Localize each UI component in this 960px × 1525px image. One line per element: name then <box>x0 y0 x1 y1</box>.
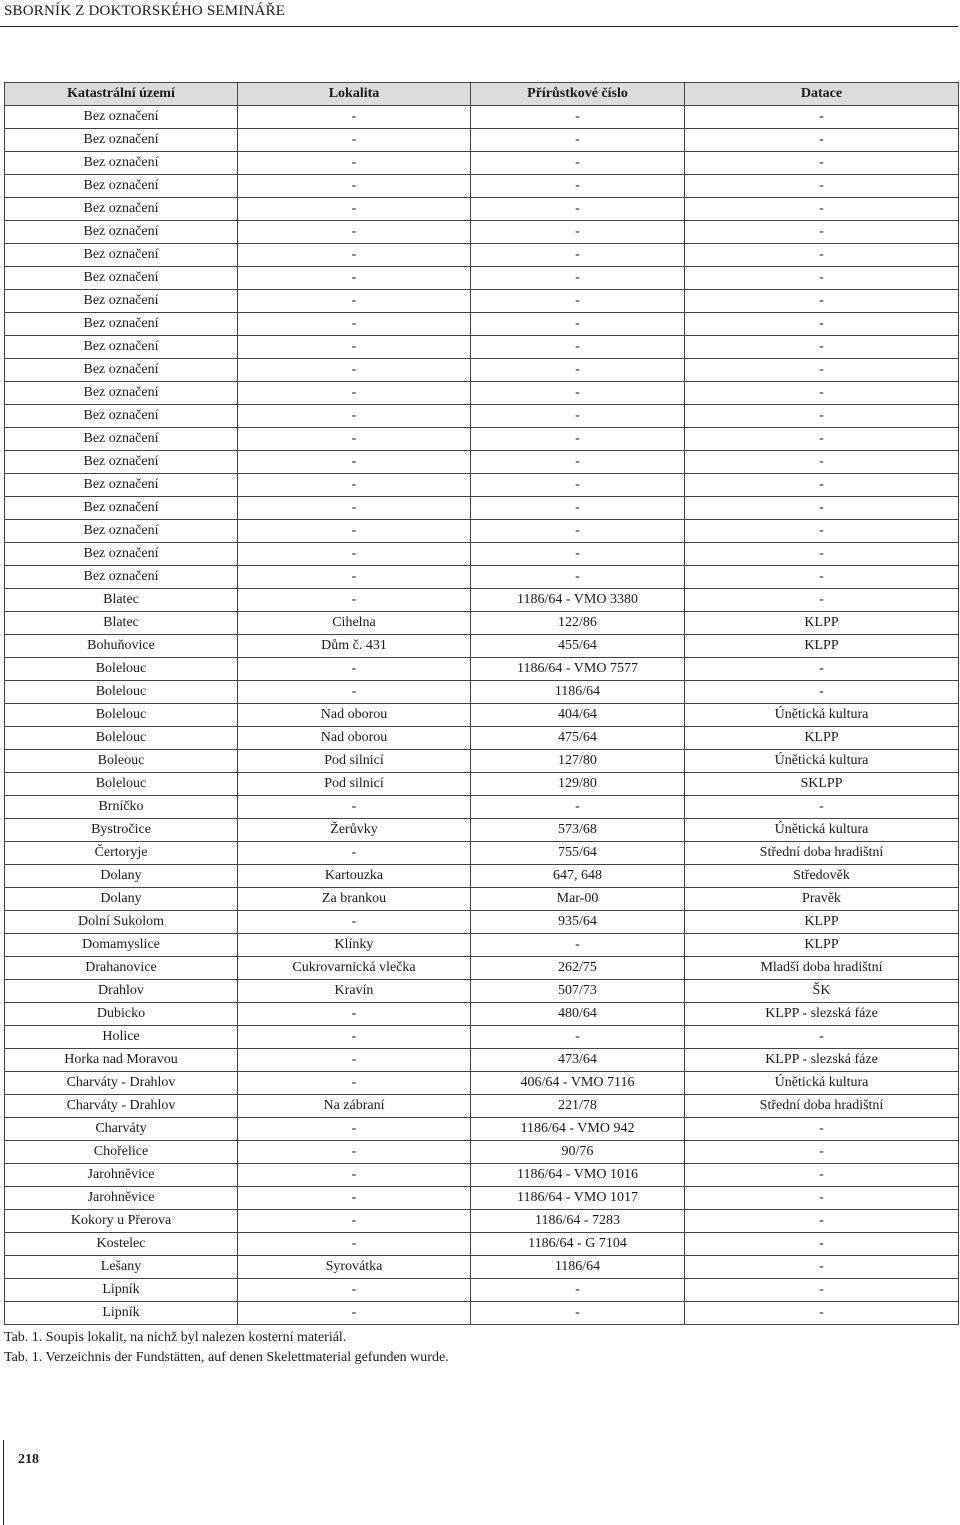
cell-datace: - <box>685 1118 959 1141</box>
table-row <box>5 658 959 681</box>
cell-prirustkove-cislo: 129/80 <box>471 773 685 796</box>
cell-datace: Střední doba hradištní <box>685 842 959 865</box>
cell-katastralni-uzemi: Bez označení <box>5 152 238 175</box>
table-row <box>5 1095 959 1118</box>
cell-prirustkove-cislo: 122/86 <box>471 612 685 635</box>
table-row <box>5 704 959 727</box>
cell-prirustkove-cislo: 647, 648 <box>471 865 685 888</box>
cell-prirustkove-cislo: 1186/64 - VMO 7577 <box>471 658 685 681</box>
cell-prirustkove-cislo: 1186/64 <box>471 681 685 704</box>
cell-prirustkove-cislo: - <box>471 428 685 451</box>
cell-lokalita: - <box>238 1164 471 1187</box>
cell-lokalita: - <box>238 474 471 497</box>
table-row <box>5 1256 959 1279</box>
cell-katastralni-uzemi: Chořelice <box>5 1141 238 1164</box>
table-caption-german: Tab. 1. Verzeichnis der Fundstätten, auf denen Skelettmaterial gefunden wurde. <box>4 1350 449 1365</box>
cell-datace: - <box>685 1210 959 1233</box>
table-row <box>5 589 959 612</box>
cell-katastralni-uzemi: Horka nad Moravou <box>5 1049 238 1072</box>
cell-datace: - <box>685 543 959 566</box>
cell-lokalita: - <box>238 1118 471 1141</box>
cell-prirustkove-cislo: - <box>471 405 685 428</box>
table-row <box>5 566 959 589</box>
cell-datace: ŠK <box>685 980 959 1003</box>
table-row <box>5 497 959 520</box>
cell-datace: - <box>685 313 959 336</box>
cell-katastralni-uzemi: Bez označení <box>5 244 238 267</box>
table-row <box>5 1210 959 1233</box>
cell-lokalita: - <box>238 658 471 681</box>
header-prirustkove-cislo: Přírůstkové číslo <box>471 83 685 106</box>
cell-katastralni-uzemi: Bez označení <box>5 290 238 313</box>
cell-datace: - <box>685 497 959 520</box>
cell-katastralni-uzemi: Dubicko <box>5 1003 238 1026</box>
cell-datace: KLPP <box>685 911 959 934</box>
cell-katastralni-uzemi: Dolany <box>5 888 238 911</box>
cell-katastralni-uzemi: Bez označení <box>5 359 238 382</box>
cell-lokalita: - <box>238 129 471 152</box>
cell-katastralni-uzemi: Bystročice <box>5 819 238 842</box>
table-row <box>5 267 959 290</box>
table-row <box>5 313 959 336</box>
cell-katastralni-uzemi: Blatec <box>5 612 238 635</box>
cell-katastralni-uzemi: Bolelouc <box>5 773 238 796</box>
cell-lokalita: Za brankou <box>238 888 471 911</box>
table-row <box>5 1049 959 1072</box>
cell-katastralni-uzemi: Jarohněvice <box>5 1164 238 1187</box>
cell-datace: - <box>685 589 959 612</box>
cell-lokalita: - <box>238 313 471 336</box>
cell-prirustkove-cislo: 90/76 <box>471 1141 685 1164</box>
cell-prirustkove-cislo: 127/80 <box>471 750 685 773</box>
cell-lokalita: - <box>238 428 471 451</box>
table-row <box>5 1141 959 1164</box>
cell-lokalita: - <box>238 497 471 520</box>
cell-katastralni-uzemi: Bez označení <box>5 566 238 589</box>
table-row <box>5 635 959 658</box>
table-row <box>5 1118 959 1141</box>
cell-katastralni-uzemi: Lipník <box>5 1302 238 1325</box>
cell-prirustkove-cislo: - <box>471 543 685 566</box>
table-row <box>5 796 959 819</box>
cell-katastralni-uzemi: Blatec <box>5 589 238 612</box>
cell-lokalita: - <box>238 152 471 175</box>
cell-datace: Pravěk <box>685 888 959 911</box>
cell-datace: - <box>685 1187 959 1210</box>
page-number: 218 <box>18 1452 39 1467</box>
cell-lokalita: - <box>238 198 471 221</box>
cell-datace: - <box>685 198 959 221</box>
cell-datace: - <box>685 336 959 359</box>
table-row <box>5 1003 959 1026</box>
table-row <box>5 520 959 543</box>
cell-katastralni-uzemi: Charváty <box>5 1118 238 1141</box>
cell-lokalita: Nad oborou <box>238 727 471 750</box>
cell-prirustkove-cislo: 221/78 <box>471 1095 685 1118</box>
cell-lokalita: Cihelna <box>238 612 471 635</box>
cell-katastralni-uzemi: Charváty - Drahlov <box>5 1072 238 1095</box>
cell-prirustkove-cislo: - <box>471 152 685 175</box>
cell-lokalita: Cukrovarnická vlečka <box>238 957 471 980</box>
cell-datace: - <box>685 1279 959 1302</box>
cell-prirustkove-cislo: 455/64 <box>471 635 685 658</box>
cell-katastralni-uzemi: Bolelouc <box>5 704 238 727</box>
cell-prirustkove-cislo: 480/64 <box>471 1003 685 1026</box>
cell-lokalita: - <box>238 1279 471 1302</box>
cell-prirustkove-cislo: 573/68 <box>471 819 685 842</box>
sites-table <box>4 82 959 1325</box>
table-row <box>5 1233 959 1256</box>
cell-datace: - <box>685 359 959 382</box>
cell-prirustkove-cislo: - <box>471 497 685 520</box>
cell-katastralni-uzemi: Bez označení <box>5 106 238 129</box>
table-row <box>5 543 959 566</box>
cell-datace: - <box>685 681 959 704</box>
table-row <box>5 474 959 497</box>
cell-lokalita: - <box>238 175 471 198</box>
cell-datace: - <box>685 1233 959 1256</box>
cell-datace: KLPP <box>685 635 959 658</box>
cell-datace: - <box>685 1256 959 1279</box>
cell-lokalita: - <box>238 1049 471 1072</box>
cell-datace: - <box>685 520 959 543</box>
cell-lokalita: - <box>238 221 471 244</box>
cell-lokalita: - <box>238 290 471 313</box>
cell-katastralni-uzemi: Bez označení <box>5 428 238 451</box>
cell-prirustkove-cislo: 406/64 - VMO 7116 <box>471 1072 685 1095</box>
cell-datace: - <box>685 221 959 244</box>
cell-katastralni-uzemi: Bez označení <box>5 451 238 474</box>
table-row <box>5 888 959 911</box>
table-row <box>5 612 959 635</box>
cell-katastralni-uzemi: Holice <box>5 1026 238 1049</box>
cell-datace: KLPP <box>685 727 959 750</box>
cell-datace: - <box>685 244 959 267</box>
cell-katastralni-uzemi: Bez označení <box>5 221 238 244</box>
cell-lokalita: Kravín <box>238 980 471 1003</box>
cell-prirustkove-cislo: 1186/64 <box>471 1256 685 1279</box>
cell-lokalita: Syrovátka <box>238 1256 471 1279</box>
cell-datace: Středověk <box>685 865 959 888</box>
cell-prirustkove-cislo: 1186/64 - VMO 3380 <box>471 589 685 612</box>
cell-prirustkove-cislo: 935/64 <box>471 911 685 934</box>
cell-prirustkove-cislo: - <box>471 267 685 290</box>
table-row <box>5 221 959 244</box>
cell-katastralni-uzemi: Bez označení <box>5 175 238 198</box>
table-header-row <box>5 83 959 106</box>
cell-lokalita: Dům č. 431 <box>238 635 471 658</box>
cell-prirustkove-cislo: - <box>471 198 685 221</box>
cell-prirustkove-cislo: - <box>471 1279 685 1302</box>
cell-prirustkove-cislo: 473/64 <box>471 1049 685 1072</box>
cell-prirustkove-cislo: 1186/64 - VMO 1017 <box>471 1187 685 1210</box>
cell-katastralni-uzemi: Bez označení <box>5 520 238 543</box>
cell-prirustkove-cislo: - <box>471 1302 685 1325</box>
table-row <box>5 934 959 957</box>
cell-katastralni-uzemi: Bohuňovice <box>5 635 238 658</box>
cell-katastralni-uzemi: Bez označení <box>5 405 238 428</box>
table-row <box>5 911 959 934</box>
cell-prirustkove-cislo: 262/75 <box>471 957 685 980</box>
cell-datace: Střední doba hradištní <box>685 1095 959 1118</box>
table-row <box>5 980 959 1003</box>
cell-katastralni-uzemi: Charváty - Drahlov <box>5 1095 238 1118</box>
cell-lokalita: Klínky <box>238 934 471 957</box>
header-katastralni-uzemi: Katastrální území <box>5 83 238 106</box>
cell-lokalita: - <box>238 1187 471 1210</box>
table-row <box>5 359 959 382</box>
cell-datace: - <box>685 106 959 129</box>
table-row <box>5 750 959 773</box>
cell-katastralni-uzemi: Bez označení <box>5 336 238 359</box>
cell-datace: - <box>685 658 959 681</box>
cell-lokalita: - <box>238 267 471 290</box>
header-rule <box>0 26 958 27</box>
cell-katastralni-uzemi: Drahanovice <box>5 957 238 980</box>
cell-datace: - <box>685 474 959 497</box>
cell-lokalita: - <box>238 681 471 704</box>
cell-prirustkove-cislo: Mar-00 <box>471 888 685 911</box>
cell-lokalita: - <box>238 796 471 819</box>
table-row <box>5 451 959 474</box>
cell-datace: SKLPP <box>685 773 959 796</box>
cell-lokalita: - <box>238 106 471 129</box>
cell-prirustkove-cislo: - <box>471 474 685 497</box>
cell-lokalita: - <box>238 842 471 865</box>
table-row <box>5 865 959 888</box>
cell-lokalita: - <box>238 1141 471 1164</box>
cell-datace: - <box>685 382 959 405</box>
cell-prirustkove-cislo: 507/73 <box>471 980 685 1003</box>
table-row <box>5 244 959 267</box>
table-row <box>5 106 959 129</box>
cell-lokalita: - <box>238 911 471 934</box>
cell-katastralni-uzemi: Kokory u Přerova <box>5 1210 238 1233</box>
cell-katastralni-uzemi: Bolelouc <box>5 727 238 750</box>
cell-datace: Únětická kultura <box>685 819 959 842</box>
cell-lokalita: Kartouzka <box>238 865 471 888</box>
cell-datace: Únětická kultura <box>685 704 959 727</box>
table-row <box>5 1279 959 1302</box>
header-lokalita: Lokalita <box>238 83 471 106</box>
cell-prirustkove-cislo: - <box>471 175 685 198</box>
cell-prirustkove-cislo: - <box>471 129 685 152</box>
cell-lokalita: Žerůvky <box>238 819 471 842</box>
cell-katastralni-uzemi: Bolelouc <box>5 658 238 681</box>
cell-katastralni-uzemi: Čertoryje <box>5 842 238 865</box>
cell-lokalita: Nad oborou <box>238 704 471 727</box>
cell-datace: - <box>685 1164 959 1187</box>
cell-prirustkove-cislo: - <box>471 313 685 336</box>
cell-lokalita: - <box>238 1026 471 1049</box>
cell-datace: - <box>685 290 959 313</box>
cell-lokalita: - <box>238 520 471 543</box>
table-row <box>5 957 959 980</box>
table-row <box>5 382 959 405</box>
cell-katastralni-uzemi: Bez označení <box>5 198 238 221</box>
page-number-rule <box>3 1440 4 1525</box>
table-row <box>5 152 959 175</box>
cell-datace: - <box>685 566 959 589</box>
cell-katastralni-uzemi: Bez označení <box>5 474 238 497</box>
cell-lokalita: - <box>238 543 471 566</box>
cell-prirustkove-cislo: 1186/64 - VMO 942 <box>471 1118 685 1141</box>
cell-katastralni-uzemi: Dolní Sukolom <box>5 911 238 934</box>
table-row <box>5 1187 959 1210</box>
cell-prirustkove-cislo: - <box>471 336 685 359</box>
cell-lokalita: - <box>238 589 471 612</box>
cell-datace: KLPP <box>685 612 959 635</box>
table-row <box>5 819 959 842</box>
cell-lokalita: - <box>238 405 471 428</box>
header-datace: Datace <box>685 83 959 106</box>
table-row <box>5 290 959 313</box>
cell-katastralni-uzemi: Lipník <box>5 1279 238 1302</box>
cell-prirustkove-cislo: - <box>471 290 685 313</box>
cell-datace: - <box>685 405 959 428</box>
table-row <box>5 727 959 750</box>
cell-datace: - <box>685 796 959 819</box>
cell-datace: - <box>685 1026 959 1049</box>
cell-lokalita: Na zábraní <box>238 1095 471 1118</box>
table-row <box>5 1072 959 1095</box>
cell-lokalita: Pod silnicí <box>238 750 471 773</box>
cell-prirustkove-cislo: - <box>471 796 685 819</box>
cell-datace: - <box>685 1141 959 1164</box>
cell-katastralni-uzemi: Bez označení <box>5 543 238 566</box>
cell-katastralni-uzemi: Bolelouc <box>5 681 238 704</box>
table-row <box>5 1302 959 1325</box>
cell-lokalita: - <box>238 1302 471 1325</box>
cell-katastralni-uzemi: Bez označení <box>5 267 238 290</box>
cell-prirustkove-cislo: 475/64 <box>471 727 685 750</box>
cell-katastralni-uzemi: Bez označení <box>5 497 238 520</box>
cell-katastralni-uzemi: Jarohněvice <box>5 1187 238 1210</box>
cell-katastralni-uzemi: Dolany <box>5 865 238 888</box>
cell-prirustkove-cislo: - <box>471 244 685 267</box>
cell-prirustkove-cislo: - <box>471 451 685 474</box>
cell-katastralni-uzemi: Kostelec <box>5 1233 238 1256</box>
table-row <box>5 842 959 865</box>
cell-lokalita: - <box>238 566 471 589</box>
table-row <box>5 175 959 198</box>
cell-datace: Únětická kultura <box>685 750 959 773</box>
cell-prirustkove-cislo: - <box>471 934 685 957</box>
cell-lokalita: - <box>238 382 471 405</box>
cell-datace: KLPP - slezská fáze <box>685 1049 959 1072</box>
table-row <box>5 428 959 451</box>
cell-datace: - <box>685 267 959 290</box>
cell-prirustkove-cislo: - <box>471 359 685 382</box>
cell-prirustkove-cislo: - <box>471 106 685 129</box>
cell-prirustkove-cislo: 1186/64 - G 7104 <box>471 1233 685 1256</box>
cell-prirustkove-cislo: - <box>471 221 685 244</box>
cell-katastralni-uzemi: Bez označení <box>5 129 238 152</box>
running-head: SBORNÍK Z DOKTORSKÉHO SEMINÁŘE <box>4 3 286 19</box>
cell-katastralni-uzemi: Bez označení <box>5 313 238 336</box>
table-row <box>5 405 959 428</box>
table-row <box>5 1026 959 1049</box>
cell-lokalita: - <box>238 1003 471 1026</box>
cell-katastralni-uzemi: Brníčko <box>5 796 238 819</box>
cell-lokalita: - <box>238 336 471 359</box>
cell-katastralni-uzemi: Drahlov <box>5 980 238 1003</box>
cell-lokalita: - <box>238 359 471 382</box>
cell-lokalita: - <box>238 1233 471 1256</box>
table-row <box>5 773 959 796</box>
table-row <box>5 681 959 704</box>
cell-katastralni-uzemi: Boleouc <box>5 750 238 773</box>
cell-datace: Únětická kultura <box>685 1072 959 1095</box>
cell-lokalita: - <box>238 1210 471 1233</box>
table-caption-czech: Tab. 1. Soupis lokalit, na nichž byl nalezen kosterní materiál. <box>4 1330 347 1345</box>
cell-lokalita: - <box>238 1072 471 1095</box>
cell-lokalita: - <box>238 244 471 267</box>
cell-datace: - <box>685 451 959 474</box>
cell-datace: - <box>685 129 959 152</box>
table-row <box>5 1164 959 1187</box>
cell-prirustkove-cislo: 404/64 <box>471 704 685 727</box>
cell-prirustkove-cislo: - <box>471 520 685 543</box>
cell-datace: - <box>685 175 959 198</box>
cell-lokalita: Pod silnicí <box>238 773 471 796</box>
cell-prirustkove-cislo: - <box>471 382 685 405</box>
cell-prirustkove-cislo: 1186/64 - 7283 <box>471 1210 685 1233</box>
cell-prirustkove-cislo: - <box>471 566 685 589</box>
cell-datace: - <box>685 152 959 175</box>
cell-datace: - <box>685 1302 959 1325</box>
cell-lokalita: - <box>238 451 471 474</box>
cell-datace: Mladší doba hradištní <box>685 957 959 980</box>
table-row <box>5 198 959 221</box>
cell-katastralni-uzemi: Lešany <box>5 1256 238 1279</box>
cell-prirustkove-cislo: - <box>471 1026 685 1049</box>
cell-datace: - <box>685 428 959 451</box>
table-row <box>5 129 959 152</box>
cell-katastralni-uzemi: Bez označení <box>5 382 238 405</box>
cell-prirustkove-cislo: 755/64 <box>471 842 685 865</box>
cell-datace: KLPP - slezská fáze <box>685 1003 959 1026</box>
cell-datace: KLPP <box>685 934 959 957</box>
cell-katastralni-uzemi: Domamyslice <box>5 934 238 957</box>
cell-prirustkove-cislo: 1186/64 - VMO 1016 <box>471 1164 685 1187</box>
table-row <box>5 336 959 359</box>
